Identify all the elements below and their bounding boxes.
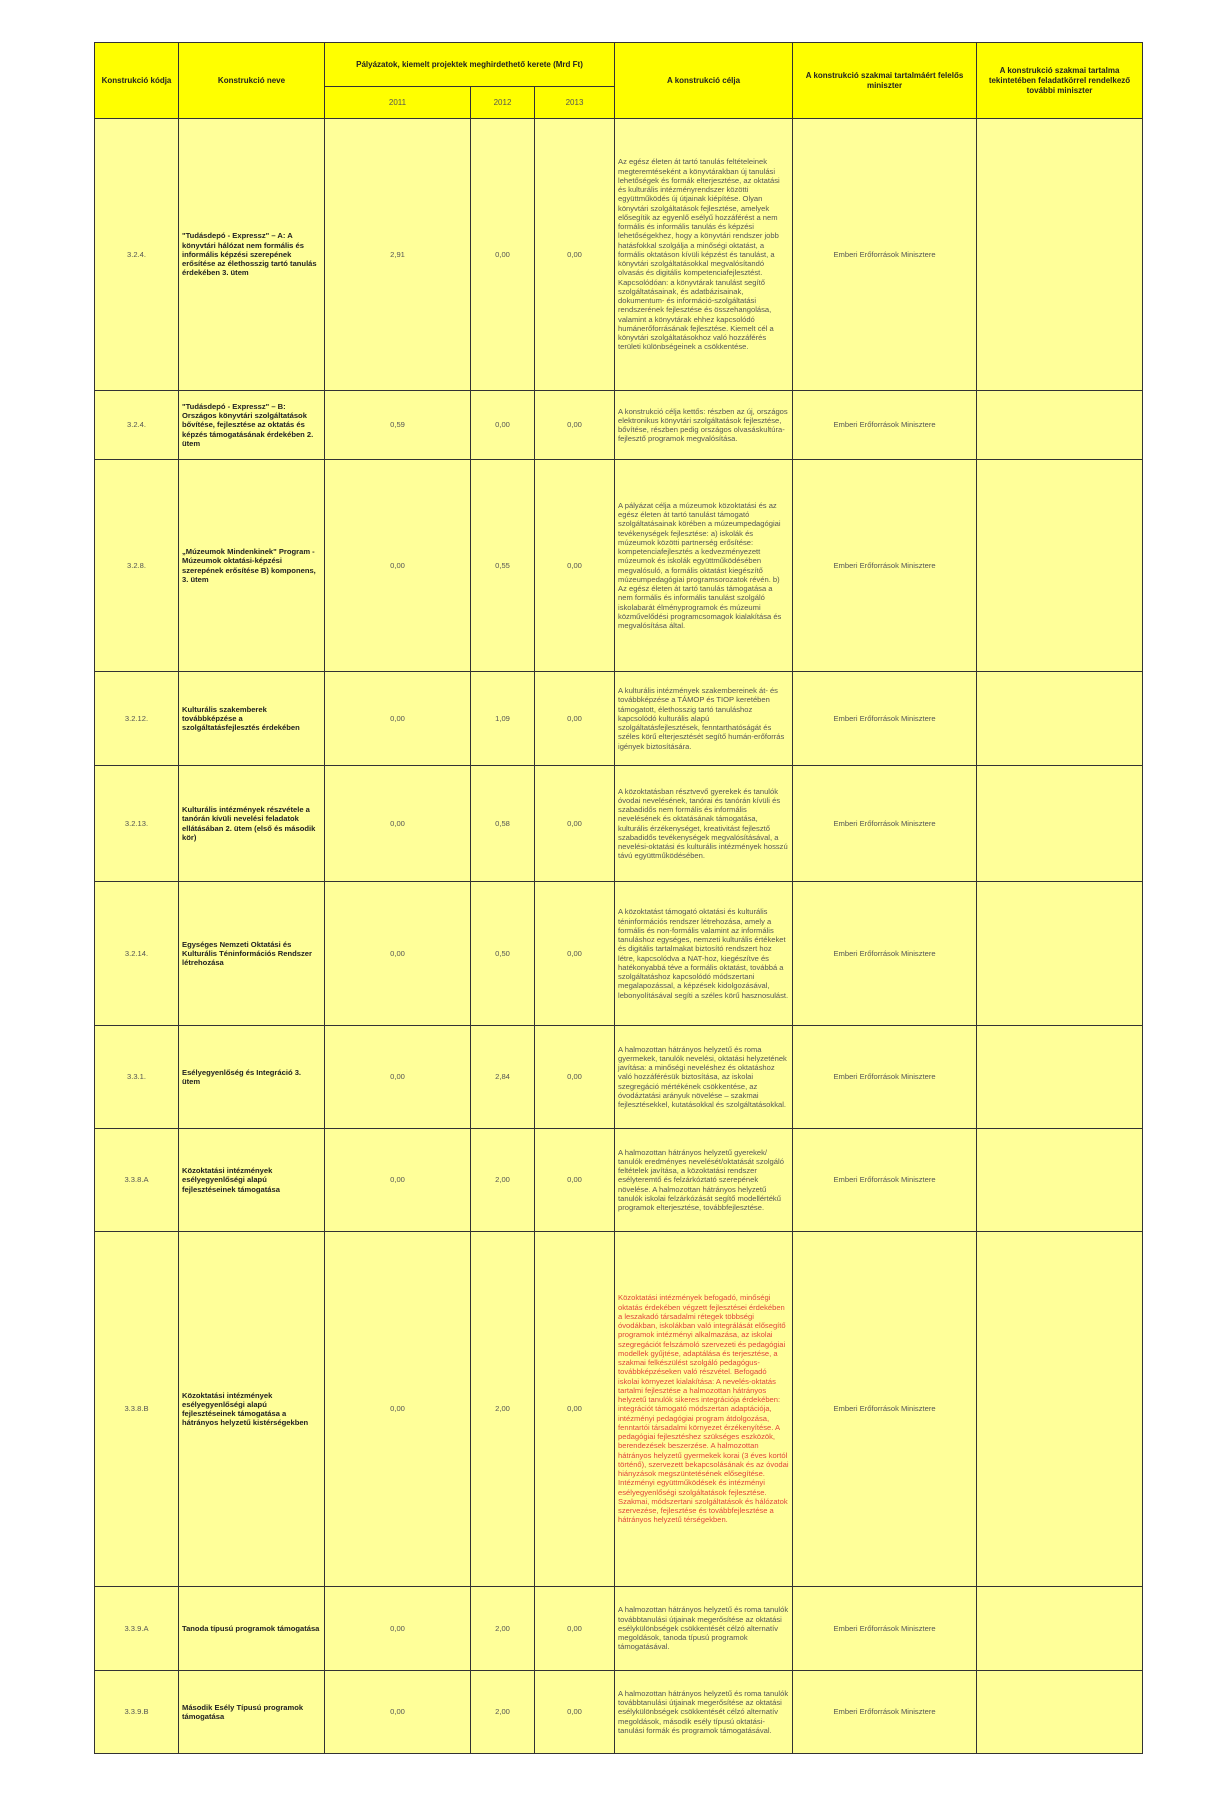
row-value-2011: 0,00 — [325, 1587, 471, 1671]
row-code: 3.3.8.B — [95, 1232, 179, 1587]
row-goal: A halmozottan hátrányos helyzetű gyerekek/ tanulók eredményes nevelését/oktatását szolgáló feltételek javítása, a közoktatási rendszer esélyteremtő és felzárkóztató szerepének növelése. A halmozottan hátrányos helyzetű tanulók iskolai felzárkózását segítő modellértékű programok elterjesztése, továbbfejlesztése. — [615, 1129, 793, 1232]
row-value-2013: 0,00 — [535, 391, 615, 460]
row-goal: Közoktatási intézmények befogadó, minőségi oktatás érdekében végzett fejlesztései érdekében a leszakadó társadalmi rétegek többségi óvodákban, iskolákban való integrálását elősegítő programok intézményi alkalmazása, az iskolai szegregációt felszámoló szervezeti és pedagógiai modellek gyűjtése, adaptálása és terjesztése, a szakmai felkészülést szolgáló pedagógus-továbbképzéseken való részvétel. Befogadó iskolai környezet kialakítása: A nevelés-oktatás tartalmi fejlesztése a halmozottan hátrányos helyzetű tanulók sikeres integrációja érdekében: integrációt támogató módszertan adaptációja, intézményi pedagógiai program átdolgozása, fenntartói társadalmi környezet érzékenyítése. A pedagógiai fejlesztéshez szükséges eszközök, berendezések beszerzése. A halmozottan hátrányos helyzetű gyermekek korai (3 éves kortól történő), szervezett bekapcsolásának és az óvodai hiányzások megszüntetésének elősegítése. Intézményi együttműködések és intézményi esélyegyenlőségi szolgáltatások fejlesztése. Szakmai, módszertani szolgáltatások és hálózatok szervezése, fejlesztése és továbbfejlesztése a hátrányos helyzetű térségekben. — [615, 1232, 793, 1587]
header-minister: A konstrukció szakmai tartalmáért felelős miniszter — [793, 43, 977, 119]
row-minister: Emberi Erőforrások Minisztere — [793, 672, 977, 766]
row-value-2011: 0,59 — [325, 391, 471, 460]
row-value-2013: 0,00 — [535, 119, 615, 391]
table-row — [95, 766, 1143, 882]
row-name: Kulturális szakemberek továbbképzése a szolgáltatásfejlesztés érdekében — [179, 672, 325, 766]
table-row — [95, 672, 1143, 766]
row-code: 3.3.8.A — [95, 1129, 179, 1232]
row-minister: Emberi Erőforrások Minisztere — [793, 391, 977, 460]
header-year-2013: 2013 — [535, 87, 615, 119]
header-year-2012: 2012 — [471, 87, 535, 119]
row-value-2012: 0,50 — [471, 882, 535, 1026]
row-name: "Tudásdepó - Expressz" – B: Országos könyvtári szolgáltatások bővítése, fejlesztése az oktatás és képzés támogatásának érdekében 2. ütem — [179, 391, 325, 460]
row-minister: Emberi Erőforrások Minisztere — [793, 882, 977, 1026]
table-row — [95, 882, 1143, 1026]
row-value-2013: 0,00 — [535, 882, 615, 1026]
header-budget: Pályázatok, kiemelt projektek meghirdethető kerete (Mrd Ft) — [325, 43, 615, 87]
row-code: 3.3.9.B — [95, 1671, 179, 1754]
table-body — [95, 119, 1143, 1754]
row-goal: A közoktatásban résztvevő gyerekek és tanulók óvodai nevelésének, tanórai és tanórán kívüli és szabadidős nem formális és informális nevelésének és oktatásának támogatása, kulturális érzékenységet, kreativitást fejlesztő szabadidős tevékenységek megvalósításával, a nevelési-oktatási és kulturális intézmények hosszú távú együttműködésében. — [615, 766, 793, 882]
row-value-2013: 0,00 — [535, 460, 615, 672]
row-goal: A pályázat célja a múzeumok közoktatási és az egész életen át tartó tanulást támogató szolgáltatásainak körében a múzeumpedagógiai tevékenységek fejlesztése: a) iskolák és múzeumok közötti partnerség erősítése: kompetenciafejlesztés a kedvezményezett múzeumok és iskolák együttműködésében megvalósuló, a formális oktatást kiegészítő múzeumpedagógiai programsorozatok révén. b) Az egész életen át tartó tanulás támogatása a nem formális és informális tanulást szolgáló iskolabarát élményprogramok és múzeumi közművelődési programcsomagok kialakítása és megvalósítása által. — [615, 460, 793, 672]
row-name: Közoktatási intézmények esélyegyenlőségi alapú fejlesztéseinek támogatása — [179, 1129, 325, 1232]
table-row — [95, 1026, 1143, 1129]
row-minister: Emberi Erőforrások Minisztere — [793, 1587, 977, 1671]
row-minister: Emberi Erőforrások Minisztere — [793, 1232, 977, 1587]
row-other-minister — [977, 1587, 1143, 1671]
row-other-minister — [977, 391, 1143, 460]
row-minister: Emberi Erőforrások Minisztere — [793, 1671, 977, 1754]
row-code: 3.2.4. — [95, 391, 179, 460]
header-name: Konstrukció neve — [179, 43, 325, 119]
row-other-minister — [977, 672, 1143, 766]
row-value-2011: 0,00 — [325, 1232, 471, 1587]
row-value-2013: 0,00 — [535, 1026, 615, 1129]
row-code: 3.2.12. — [95, 672, 179, 766]
row-name: Közoktatási intézmények esélyegyenlőségi alapú fejlesztéseinek támogatása a hátrányos helyzetű kistérségekben — [179, 1232, 325, 1587]
row-goal: A közoktatást támogató oktatási és kulturális téninformációs rendszer létrehozása, amely a formális és non-formális valamint az informális tanuláshoz egységes, nemzeti kulturális értékeket és digitális tartalmakat biztosító rendszert hoz létre, kapcsolódva a NAT-hoz, kiegészítve és hatékonyabbá téve a formális oktatást, továbbá a szolgáltatáshoz kapcsolódó módszertani megalapozással, a képzések kidolgozásával, lebonyolításával segíti a széles körű hasznosulást. — [615, 882, 793, 1026]
row-minister: Emberi Erőforrások Minisztere — [793, 460, 977, 672]
row-name: Tanoda típusú programok támogatása — [179, 1587, 325, 1671]
table-row — [95, 391, 1143, 460]
table-row — [95, 1129, 1143, 1232]
table-row — [95, 1671, 1143, 1754]
table-header — [95, 43, 1143, 119]
row-name: Egységes Nemzeti Oktatási és Kulturális Téninformációs Rendszer létrehozása — [179, 882, 325, 1026]
row-goal: A halmozottan hátrányos helyzetű és roma gyermekek, tanulók nevelési, oktatási helyzetének javítása: a minőségi neveléshez és oktatáshoz való hozzáférésük biztosítása, az iskolai szegregáció mértékének csökkentése, az óvodáztatási arányuk növelése – szakmai fejlesztésekkel, kutatásokkal és szolgáltatásokkal. — [615, 1026, 793, 1129]
row-value-2012: 2,00 — [471, 1129, 535, 1232]
row-value-2012: 0,00 — [471, 119, 535, 391]
header-code: Konstrukció kódja — [95, 43, 179, 119]
row-value-2012: 0,00 — [471, 391, 535, 460]
row-other-minister — [977, 1026, 1143, 1129]
header-goal: A konstrukció célja — [615, 43, 793, 119]
row-other-minister — [977, 460, 1143, 672]
row-value-2011: 0,00 — [325, 460, 471, 672]
row-minister: Emberi Erőforrások Minisztere — [793, 766, 977, 882]
row-other-minister — [977, 766, 1143, 882]
table-row — [95, 460, 1143, 672]
row-value-2011: 0,00 — [325, 1026, 471, 1129]
row-other-minister — [977, 1129, 1143, 1232]
row-value-2013: 0,00 — [535, 1671, 615, 1754]
row-name: Második Esély Típusú programok támogatása — [179, 1671, 325, 1754]
row-goal: A konstrukció célja kettős: részben az új, országos elektronikus könyvtári szolgáltatások fejlesztése, bővítése, részben pedig országos olvasáskultúra-fejlesztő programok megvalósítása. — [615, 391, 793, 460]
row-name: „Múzeumok Mindenkinek" Program - Múzeumok oktatási-képzési szerepének erősítése B) komponens, 3. ütem — [179, 460, 325, 672]
row-value-2012: 2,00 — [471, 1232, 535, 1587]
row-minister: Emberi Erőforrások Minisztere — [793, 119, 977, 391]
row-name: "Tudásdepó - Expressz" – A: A könyvtári hálózat nem formális és informális képzési szerepének erősítése az élethosszig tartó tanulás érdekében 3. ütem — [179, 119, 325, 391]
row-value-2011: 2,91 — [325, 119, 471, 391]
row-value-2012: 1,09 — [471, 672, 535, 766]
row-value-2013: 0,00 — [535, 766, 615, 882]
row-value-2011: 0,00 — [325, 672, 471, 766]
row-value-2013: 0,00 — [535, 672, 615, 766]
row-value-2011: 0,00 — [325, 1671, 471, 1754]
row-code: 3.3.9.A — [95, 1587, 179, 1671]
row-goal: Az egész életen át tartó tanulás feltételeinek megteremtéseként a könyvtárakban új tanulási lehetőségek és formák elterjesztése, az oktatási és kulturális intézményrendszer közötti együttműködés új útjainak kiépítése. Olyan könyvtári szolgáltatások fejlesztése, amelyek elősegítik az egyenlő esélyű hozzáférést a nem formális és informális tanulás és képzési lehetőségekhez, hogy a könyvtári rendszer jobb hatásfokkal szolgálja a minőségi oktatást, a formális oktatáson kívüli képzést és tanulást, a könyvtári szolgáltatásokkal megvalósítandó olvasás és digitális kompetenciafejlesztést. Kapcsolódóan: a könyvtárak tanulást segítő szolgáltatásainak, és adatbázisainak, dokumentum- és információ-szolgáltatási rendszerének fejlesztése és összehangolása, valamint a könyvtárak ehhez kapcsolódó humánerőforrásának fejlesztése. Kiemelt cél a könyvtári szolgáltatásokhoz való hozzáférés területi különbségeinek a csökkentése. — [615, 119, 793, 391]
row-value-2012: 2,00 — [471, 1587, 535, 1671]
row-minister: Emberi Erőforrások Minisztere — [793, 1026, 977, 1129]
row-other-minister — [977, 1232, 1143, 1587]
row-value-2013: 0,00 — [535, 1129, 615, 1232]
row-other-minister — [977, 119, 1143, 391]
row-goal: A kulturális intézmények szakembereinek át- és továbbképzése a TÁMOP és TIOP keretében támogatott, élethosszig tartó tanuláshoz kapcsolódó kulturális alapú szolgáltatásfejlesztések, fenntarthatóságát és széles körű elterjesztését segítő humán-erőforrás igények biztosítására. — [615, 672, 793, 766]
header-other-minister: A konstrukció szakmai tartalma tekintetében feladatkörrel rendelkező további miniszter — [977, 43, 1143, 119]
row-other-minister — [977, 1671, 1143, 1754]
row-code: 3.3.1. — [95, 1026, 179, 1129]
row-value-2013: 0,00 — [535, 1232, 615, 1587]
table-row — [95, 1232, 1143, 1587]
header-year-2011: 2011 — [325, 87, 471, 119]
row-value-2011: 0,00 — [325, 1129, 471, 1232]
row-value-2012: 2,84 — [471, 1026, 535, 1129]
row-code: 3.2.14. — [95, 882, 179, 1026]
row-code: 3.2.4. — [95, 119, 179, 391]
row-value-2012: 0,58 — [471, 766, 535, 882]
row-name: Kulturális intézmények részvétele a tanórán kívüli nevelési feladatok ellátásában 2. ütem (első és második kör) — [179, 766, 325, 882]
row-value-2013: 0,00 — [535, 1587, 615, 1671]
row-goal: A halmozottan hátrányos helyzetű és roma tanulók továbbtanulási útjainak megerősítése az oktatási esélykülönbségek csökkentését célzó alternatív megoldások, második esély típusú oktatási-tanulási formák és programok támogatásával. — [615, 1671, 793, 1754]
row-value-2011: 0,00 — [325, 882, 471, 1026]
row-value-2012: 0,55 — [471, 460, 535, 672]
row-other-minister — [977, 882, 1143, 1026]
row-code: 3.2.8. — [95, 460, 179, 672]
table-row — [95, 119, 1143, 391]
row-name: Esélyegyenlőség és Integráció 3. ütem — [179, 1026, 325, 1129]
table-row — [95, 1587, 1143, 1671]
construction-table — [94, 42, 1143, 1754]
row-minister: Emberi Erőforrások Minisztere — [793, 1129, 977, 1232]
row-value-2011: 0,00 — [325, 766, 471, 882]
row-goal: A halmozottan hátrányos helyzetű és roma tanulók továbbtanulási útjainak megerősítése az oktatási esélykülönbségek csökkentését célzó alternatív megoldások, tanoda típusú programok támogatásával. — [615, 1587, 793, 1671]
row-value-2012: 2,00 — [471, 1671, 535, 1754]
row-code: 3.2.13. — [95, 766, 179, 882]
